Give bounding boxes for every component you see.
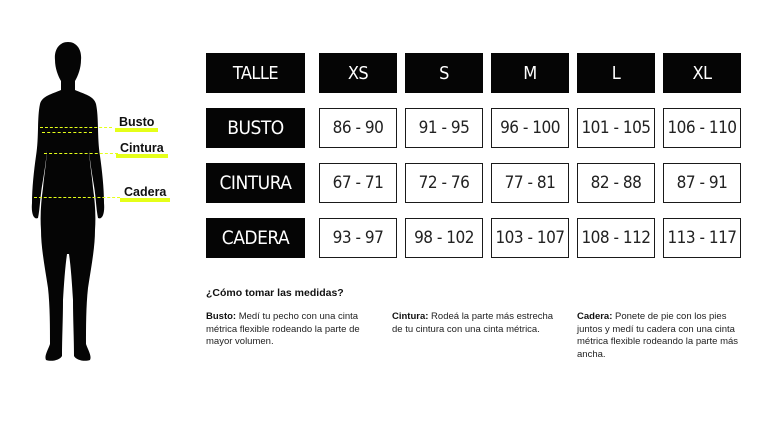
busto-measure-line <box>40 127 112 128</box>
busto-instruction-text: Medí tu pecho con una cinta métrica flexible rodeando la parte de mayor volumen. <box>206 311 360 347</box>
cintura-m-value: 77 - 81 <box>491 163 569 203</box>
busto-label: Busto <box>119 115 154 129</box>
cadera-xl-value: 113 - 117 <box>663 218 741 258</box>
size-xs-header: XS <box>319 53 397 93</box>
cadera-label: Cadera <box>124 185 166 199</box>
cadera-l-value: 108 - 112 <box>577 218 655 258</box>
busto-term: Busto: <box>206 311 237 322</box>
size-s-header: S <box>405 53 483 93</box>
busto-s-value: 91 - 95 <box>405 108 483 148</box>
cadera-measure-line <box>34 197 120 198</box>
cadera-s-value: 98 - 102 <box>405 218 483 258</box>
cintura-l-value: 82 - 88 <box>577 163 655 203</box>
size-xl-header: XL <box>663 53 741 93</box>
cintura-row-label: CINTURA <box>206 163 305 203</box>
busto-m-value: 96 - 100 <box>491 108 569 148</box>
cadera-m-value: 103 - 107 <box>491 218 569 258</box>
busto-l-value: 101 - 105 <box>577 108 655 148</box>
cintura-xl-value: 87 - 91 <box>663 163 741 203</box>
size-l-header: L <box>577 53 655 93</box>
cintura-term: Cintura: <box>392 311 429 322</box>
cintura-label: Cintura <box>120 141 164 155</box>
busto-row-label: BUSTO <box>206 108 305 148</box>
cadera-instruction-text: Ponete de pie con los pies juntos y medí tu cadera con una cinta métrica flexible rodeando la parte más ancha. <box>577 311 739 360</box>
busto-xl-value: 106 - 110 <box>663 108 741 148</box>
cadera-term: Cadera: <box>577 311 613 322</box>
cintura-instructions <box>392 311 558 336</box>
cadera-instructions <box>577 311 739 361</box>
cintura-s-value: 72 - 76 <box>405 163 483 203</box>
cintura-xs-value: 67 - 71 <box>319 163 397 203</box>
cadera-row-label: CADERA <box>206 218 305 258</box>
busto-xs-value: 86 - 90 <box>319 108 397 148</box>
busto-instructions <box>206 311 374 349</box>
talle-header: TALLE <box>206 53 305 93</box>
female-body-silhouette-icon <box>18 38 118 364</box>
cintura-instruction-text: Rodeá la parte más estrecha de tu cintura con una cinta métrica. <box>392 311 554 335</box>
cintura-measure-line <box>44 153 118 154</box>
cadera-xs-value: 93 - 97 <box>319 218 397 258</box>
howto-title: ¿Cómo tomar las medidas? <box>206 287 344 299</box>
size-m-header: M <box>491 53 569 93</box>
busto-measure-line-2 <box>42 132 92 133</box>
